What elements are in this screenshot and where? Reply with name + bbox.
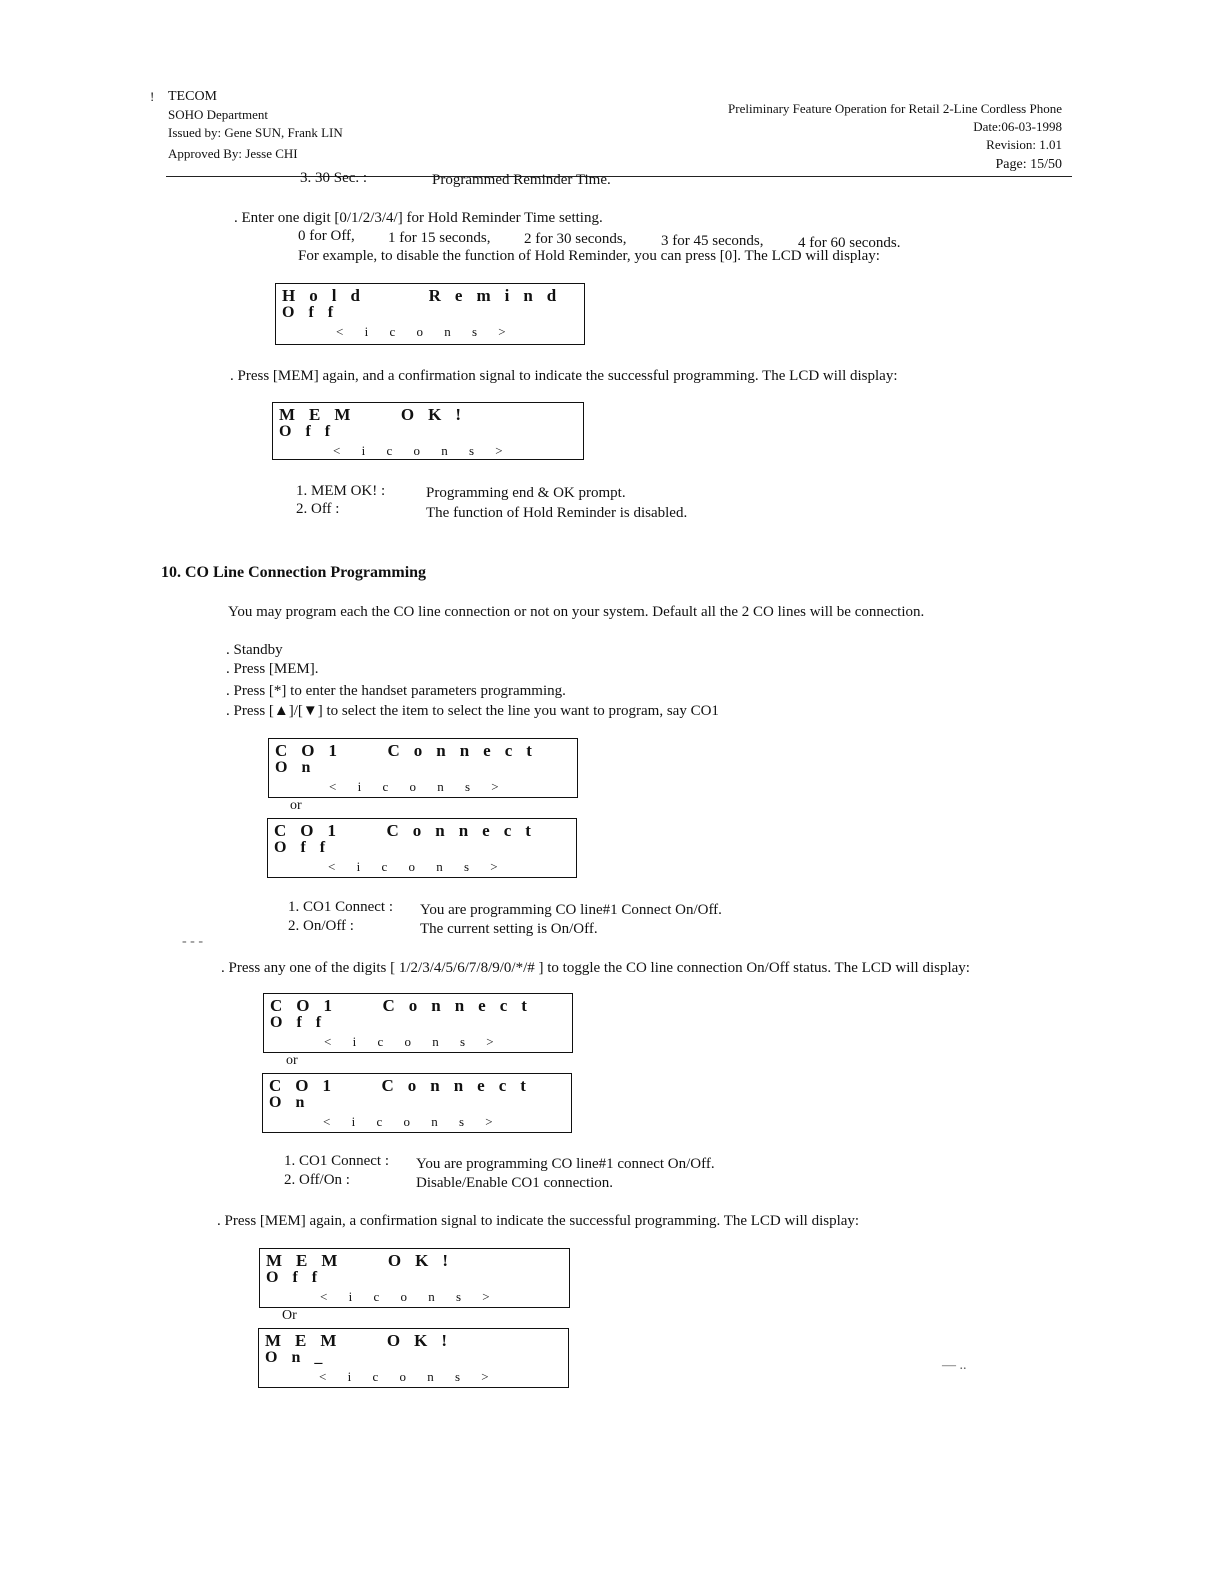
note-b2-label: 2. Off/On : <box>284 1172 350 1188</box>
lcd-icons-line: < i c o n s > <box>319 1369 498 1384</box>
lcd-line-2: Off <box>266 1269 332 1286</box>
lcd-line-2: On_ <box>265 1349 337 1366</box>
lcd-display-mem-ok <box>272 402 584 460</box>
lcd-icons-line: < i c o n s > <box>324 1034 503 1049</box>
lcd-line-1: CO1 Connect <box>275 741 546 760</box>
lcd-icons-line: < i c o n s > <box>320 1289 499 1304</box>
lcd-icons-line: < i c o n s > <box>333 443 512 458</box>
section-intro: You may program each the CO line connection or not on your system. Default all the 2 CO lines will be connection. <box>228 604 925 620</box>
doc-revision: Revision: 1.01 <box>986 137 1062 152</box>
note1-label: 1. MEM OK! : <box>296 483 386 499</box>
header-mark: ! <box>150 89 155 104</box>
lcd-line-1: CO1 Connect <box>269 1076 540 1095</box>
press-mem-again-step: . Press [MEM] again, a confirmation signal to indicate the successful programming. The LCD will display: <box>217 1213 860 1229</box>
toggle-step: . Press any one of the digits [ 1/2/3/4/5/6/7/8/9/0/*/# ] to toggle the CO line connection On/Off status. The LCD will display: <box>221 960 970 976</box>
step-select-line: . Press [▲]/[▼] to select the item to select the line you want to program, say CO1 <box>226 703 719 719</box>
doc-page: Page: 15/50 <box>995 157 1062 172</box>
option-4: 4 for 60 seconds. <box>798 235 901 251</box>
issued-by: Issued by: Gene SUN, Frank LIN <box>168 125 343 140</box>
lcd-icons-line: < i c o n s > <box>328 859 507 874</box>
lcd-line-1: MEM OK! <box>265 1331 462 1350</box>
lcd-line-1: CO1 Connect <box>270 996 541 1015</box>
lcd-display-co1-on-toggled <box>262 1073 572 1133</box>
lcd-display-co1-on <box>268 738 578 798</box>
note2-desc: The function of Hold Reminder is disabled. <box>426 505 688 521</box>
lcd-icons-line: < i c o n s > <box>329 779 508 794</box>
note-a2-label: 2. On/Off : <box>288 918 354 934</box>
step-press-star: . Press [*] to enter the handset parameters programming. <box>226 683 566 699</box>
option-3: 3 for 45 seconds, <box>661 233 764 249</box>
note-a1-desc: You are programming CO line#1 Connect On/Off. <box>420 902 722 918</box>
lcd-display-co1-off <box>267 818 577 878</box>
lcd-line-2: Off <box>274 839 340 856</box>
note-b2-desc: Disable/Enable CO1 connection. <box>416 1175 614 1191</box>
press-mem-step: . Press [MEM] again, and a confirmation signal to indicate the successful programming. The LCD will display: <box>230 368 898 384</box>
or-label: Or <box>282 1308 297 1323</box>
lcd-line-1: Hold Remind <box>282 286 571 305</box>
option-0: 0 for Off, <box>298 228 355 244</box>
approved-by: Approved By: Jesse CHI <box>168 146 298 161</box>
margin-dash-mark: - - - <box>182 934 203 949</box>
note-a1-label: 1. CO1 Connect : <box>288 899 393 915</box>
item3-label: 3. 30 Sec. : <box>300 170 368 186</box>
option-2: 2 for 30 seconds, <box>524 231 627 247</box>
lcd-line-2: Off <box>270 1014 336 1031</box>
or-label: or <box>286 1053 298 1068</box>
option-1: 1 for 15 seconds, <box>388 230 491 246</box>
item3-desc: Programmed Reminder Time. <box>432 172 611 188</box>
lcd-line-1: CO1 Connect <box>274 821 545 840</box>
lcd-display-mem-ok-on <box>258 1328 569 1388</box>
lcd-line-2: On <box>275 759 325 776</box>
lcd-icons-line: < i c o n s > <box>323 1114 502 1129</box>
note2-label: 2. Off : <box>296 501 340 517</box>
section-heading: 10. CO Line Connection Programming <box>161 564 427 581</box>
doc-title: Preliminary Feature Operation for Retail 2-Line Cordless Phone <box>728 101 1062 116</box>
lcd-line-2: Off <box>282 304 348 321</box>
lcd-line-1: MEM OK! <box>266 1251 463 1270</box>
enter-digit-step: . Enter one digit [0/1/2/3/4/] for Hold Reminder Time setting. <box>234 210 603 226</box>
department: SOHO Department <box>168 107 269 122</box>
or-label: or <box>290 798 302 813</box>
lcd-line-2: On <box>269 1094 319 1111</box>
example-text: For example, to disable the function of Hold Reminder, you can press [0]. The LCD will display: <box>298 248 880 264</box>
lcd-icons-line: < i c o n s > <box>336 324 515 339</box>
note-a2-desc: The current setting is On/Off. <box>420 921 598 937</box>
lcd-display-co1-off-toggled <box>263 993 573 1053</box>
step-press-mem: . Press [MEM]. <box>226 661 319 677</box>
note-b1-desc: You are programming CO line#1 connect On/Off. <box>416 1156 715 1172</box>
margin-dash-mark: — .. <box>942 1358 967 1373</box>
lcd-display-hold-remind <box>275 283 585 345</box>
lcd-line-2: Off <box>279 423 345 440</box>
step-standby: . Standby <box>226 642 283 658</box>
lcd-line-1: MEM OK! <box>279 405 476 424</box>
lcd-display-mem-ok-off <box>259 1248 570 1308</box>
note1-desc: Programming end & OK prompt. <box>426 485 626 501</box>
note-b1-label: 1. CO1 Connect : <box>284 1153 389 1169</box>
doc-date: Date:06-03-1998 <box>973 119 1062 134</box>
company-name: TECOM <box>168 89 217 104</box>
